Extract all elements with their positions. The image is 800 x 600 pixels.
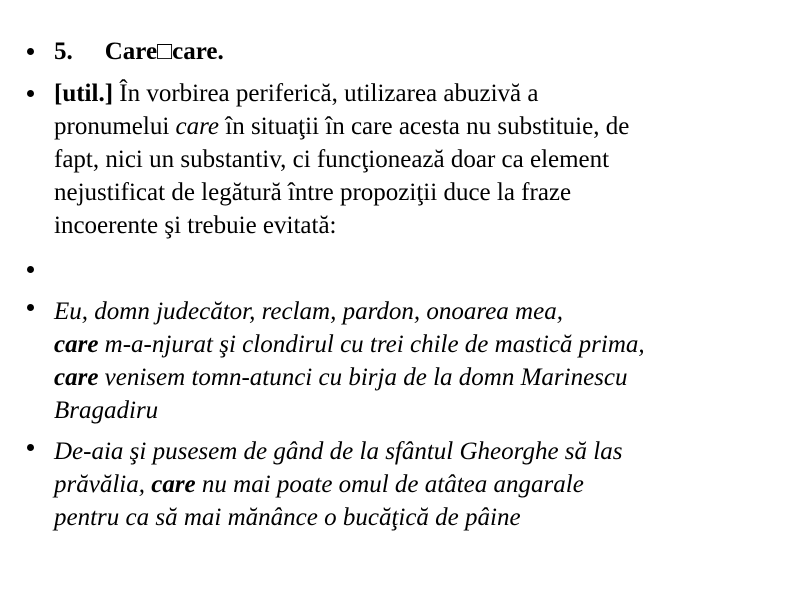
- heading-title: Care□care.: [104, 38, 224, 65]
- bullet-icon: [27, 90, 34, 97]
- italic-word: care: [175, 113, 220, 140]
- bullet-icon: [27, 304, 34, 311]
- example-1-text: Eu, domn judecător, reclam, pardon, onoarea mea, care m-a-njurat şi clondirul cu trei chile de mastică prima, care venisem tomn-atunci cu birja de la domn Marinescu Bragadiru: [54, 298, 645, 424]
- heading-text: [54, 35, 794, 68]
- heading-number: 5.: [54, 38, 73, 65]
- definition-text: [util.] În vorbirea periferică, utilizarea abuzivă a pronumelui care în situaţii în care acesta nu substituie, de fapt, nici un substantiv, ci funcţionează doar ca element nejustificat de legătură între propoziţii duce la fraze incoerente şi trebuie evitată:: [54, 80, 630, 239]
- bullet-icon: [27, 444, 34, 451]
- bullet-icon: [27, 266, 34, 273]
- definition-tag: [util.]: [54, 80, 114, 107]
- bullet-icon: [27, 48, 34, 55]
- example-2-text: De-aia şi pusesem de gând de la sfântul Gheorghe să las prăvălia, care nu mai poate omul de atâtea angarale pentru ca să mai mănânce o bucăţică de pâine: [54, 438, 623, 531]
